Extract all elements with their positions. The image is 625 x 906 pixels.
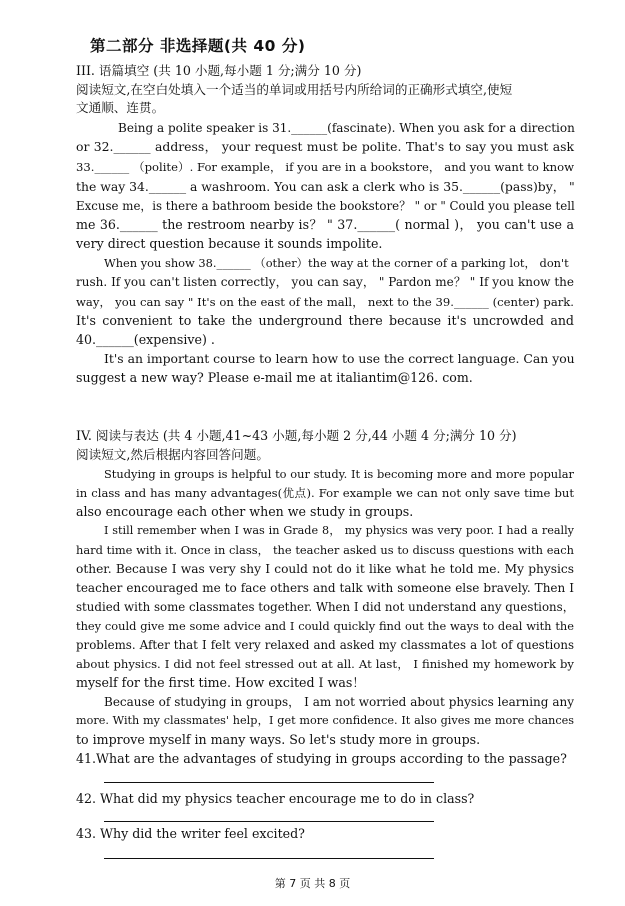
passage-line: 40.______(expensive) . bbox=[76, 332, 215, 347]
question-42: 42. What did my physics teacher encourage me to do in class? bbox=[76, 791, 475, 806]
passage-line: Because of studying in groups， I am not worried about physics learning any bbox=[104, 695, 574, 709]
section-4-title: IV. 阅读与表达 (共 4 小题,41~43 小题,每小题 2 分,44 小题 4 分;满分 10 分) bbox=[76, 428, 517, 443]
passage-line: they could give me some advice and I could quickly find out the ways to deal with the bbox=[76, 619, 574, 633]
passage-line: suggest a new way? Please e-mail me at italiantim@126. com. bbox=[76, 370, 473, 385]
passage-line: Being a polite speaker is 31.______(fascinate). When you ask for a direction bbox=[118, 121, 575, 135]
question-43: 43. Why did the writer feel excited? bbox=[76, 826, 305, 841]
section-3-instruction: 阅读短文,在空白处填入一个适当的单词或用括号内所给词的正确形式填空,使短 bbox=[76, 82, 513, 97]
passage-line: problems. After that I felt very relaxed and asked my classmates a lot of questions bbox=[76, 638, 574, 652]
passage-line: Studying in groups is helpful to our study. It is becoming more and more popular bbox=[104, 467, 574, 481]
passage-line: rush. If you can't listen correctly， you can say， " Pardon me？ " If you know the bbox=[76, 275, 574, 289]
passage-line: way， you can say " It's on the east of the mall， next to the 39.______ (center) park. bbox=[76, 295, 574, 309]
passage-line: the way 34.______ a washroom. You can ask a clerk who is 35.______(pass)by， " bbox=[76, 179, 575, 194]
passage-line: also encourage each other when we study in groups. bbox=[76, 504, 414, 519]
passage-line: I still remember when I was in Grade 8， my physics was very poor. I had a really bbox=[104, 524, 574, 537]
question-41: 41.What are the advantages of studying in groups according to the passage? bbox=[76, 751, 567, 766]
passage-line: When you show 38.______ （other）the way at the corner of a parking lot， don't bbox=[104, 256, 569, 270]
answer-line-42[interactable] bbox=[104, 821, 434, 822]
passage-line: myself for the first time. How excited I was！ bbox=[76, 675, 365, 690]
passage-line: me 36.______ the restroom nearby is？ " 37.______( normal )， you can't use a bbox=[76, 217, 574, 232]
page-number: 第 7 页 共 8 页 bbox=[274, 877, 351, 890]
passage-line: in class and has many advantages(优点). For example we can not only save time but bbox=[76, 486, 574, 500]
part-two-heading: 第二部分 非选择题(共 40 分) bbox=[90, 37, 306, 55]
section-3-instruction: 文通顺、连贯。 bbox=[76, 100, 165, 115]
passage-line: Excuse me，is there a bathroom beside the bookstore？ " or " Could you please tell bbox=[76, 199, 575, 213]
section-3-title: III. 语篇填空 (共 10 小题,每小题 1 分;满分 10 分) bbox=[76, 63, 362, 78]
passage-line: hard time with it. Once in class， the teacher asked us to discuss questions with each bbox=[76, 543, 574, 557]
passage-line: or 32.______ address， your request must be polite. That's to say you must ask bbox=[76, 139, 574, 154]
passage-line: teacher encouraged me to face others and talk with someone else bravely. Then I bbox=[76, 581, 574, 595]
passage-line: about physics. I did not feel stressed out at all. At last， I finished my homework by bbox=[76, 657, 574, 671]
passage-line: It's an important course to learn how to use the correct language. Can you bbox=[104, 351, 575, 366]
answer-line-41[interactable] bbox=[104, 782, 434, 783]
passage-line: It's convenient to take the underground there because it's uncrowded and bbox=[76, 313, 574, 328]
passage-line: other. Because I was very shy I could not do it like what he told me. My physics bbox=[76, 562, 574, 576]
passage-line: 33.______ （polite）. For example， if you are in a bookstore， and you want to know bbox=[76, 160, 574, 174]
answer-line-43[interactable] bbox=[104, 858, 434, 859]
passage-line: very direct question because it sounds impolite. bbox=[76, 236, 383, 251]
section-4-instruction: 阅读短文,然后根据内容回答问题。 bbox=[76, 447, 269, 462]
passage-line: more. With my classmates' help，I get more confidence. It also gives me more chances bbox=[76, 714, 574, 727]
passage-line: studied with some classmates together. When I did not understand any questions， bbox=[76, 600, 575, 614]
passage-line: to improve myself in many ways. So let's study more in groups. bbox=[76, 732, 481, 747]
